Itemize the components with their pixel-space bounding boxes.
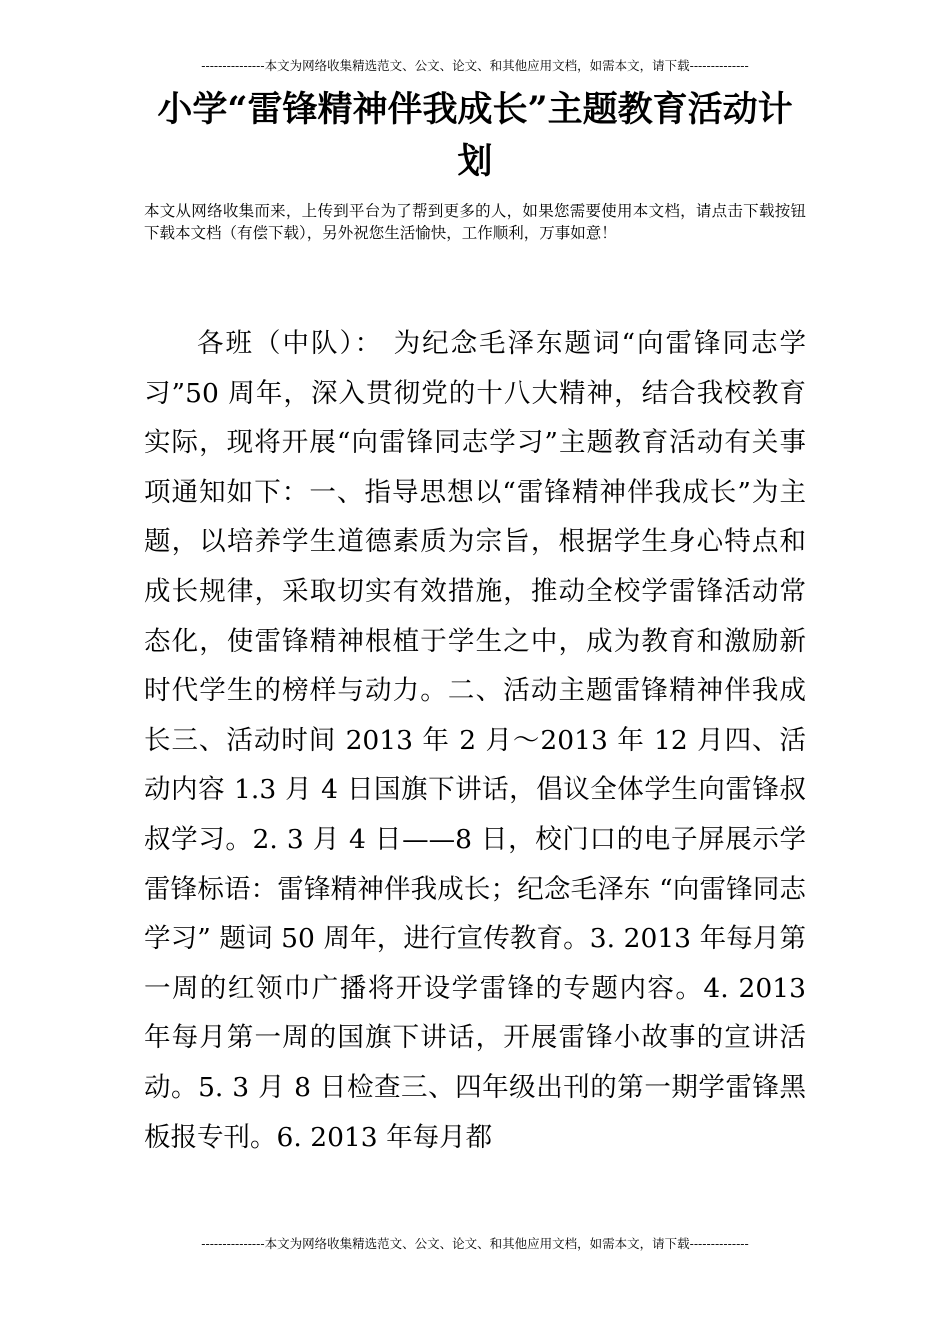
body-paragraph: 各班（中队）： 为纪念毛泽东题词“向雷锋同志学习”50 周年，深入贯彻党的十八大精神，结合我校教育实际，现将开展“向雷锋同志学习”主题教育活动有关事项通知如下：一、指导思想以“雷锋精神伴我成长”为主题，以培养学生道德素质为宗旨，根据学生身心特点和成长规律，采取切实有效措施，推动全校学雷锋活动常态化，使雷锋精神根植于学生之中，成为教育和激励新时代学生的榜样与动力。二、活动主题雷锋精神伴我成长三、活动时间 2013 年 2 月～2013 年 12 月四、活动内容 1.3 月 4 日国旗下讲话，倡议全体学生向雷锋叔叔学习。2. 3 月 4 日——8 日，校门口的电子屏展示学雷锋标语：雷锋精神伴我成长；纪念毛泽东 “向雷锋同志学习” 题词 50 周年，进行宣传教育。3. 2013 年每月第一周的红领巾广播将开设学雷锋的专题内容。4. 2013 年每月第一周的国旗下讲话，开展雷锋小故事的宣讲活动。5. 3 月 8 日检查三、四年级出刊的第一期学雷锋黑板报专刊。6. 2013 年每月都 [144,328,806,1153]
running-header: ---------------本文为网络收集精选范文、公文、论文、和其他应用文档，如需本文，请下载-------------- [201,58,749,73]
document-title: 小学“雷锋精神伴我成长”主题教育活动计划 [157,89,793,182]
running-footer: ---------------本文为网络收集精选范文、公文、论文、和其他应用文档，如需本文，请下载-------------- [201,1236,749,1251]
download-notice: 本文从网络收集而来，上传到平台为了帮到更多的人，如果您需要使用本文档，请点击下载按钮下载本文档（有偿下载），另外祝您生活愉快，工作顺利，万事如意！ [144,202,806,242]
